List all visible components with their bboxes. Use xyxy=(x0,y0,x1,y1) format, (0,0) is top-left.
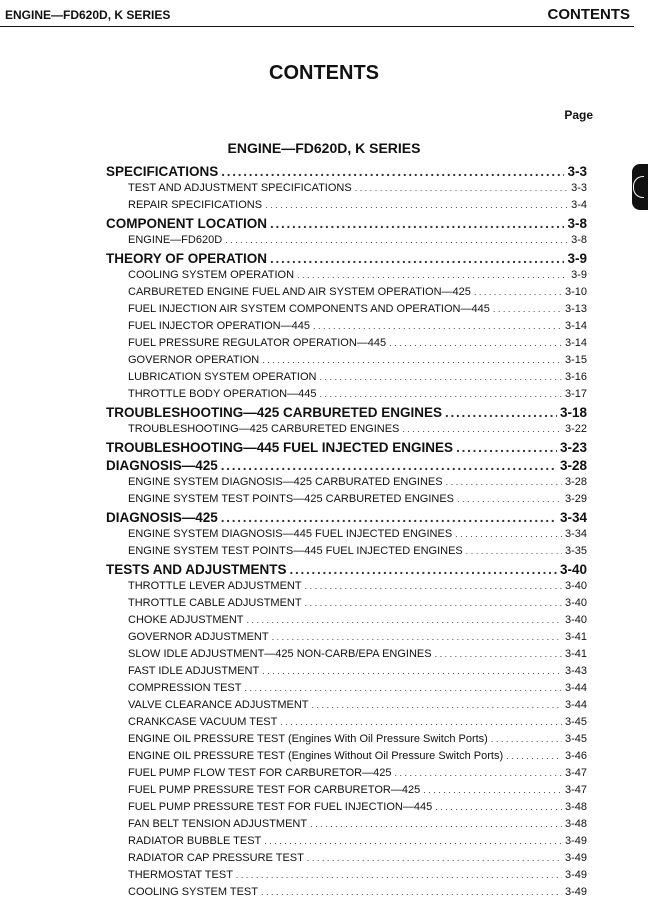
toc-entry-title: THROTTLE CABLE ADJUSTMENT xyxy=(128,597,302,609)
toc-entry-title: COOLING SYSTEM OPERATION xyxy=(128,269,295,281)
toc-entry[interactable] xyxy=(106,526,587,543)
section-title: ENGINE—FD620D, K SERIES xyxy=(227,140,421,156)
dot-leader xyxy=(435,646,562,663)
toc-entry[interactable] xyxy=(106,884,587,901)
toc-entry[interactable] xyxy=(106,612,587,629)
section-tab-icon xyxy=(633,176,644,198)
toc-entry[interactable] xyxy=(106,799,587,816)
page-title: CONTENTS xyxy=(269,62,379,84)
table-of-contents xyxy=(106,162,587,901)
toc-entry-title: DIAGNOSIS—425 xyxy=(106,509,218,525)
toc-entry-page: 3-16 xyxy=(564,371,587,383)
dot-leader xyxy=(236,867,562,884)
dot-leader xyxy=(221,457,557,475)
toc-entry-page: 3-22 xyxy=(564,423,587,435)
toc-entry-page: 3-8 xyxy=(571,234,587,246)
toc-entry-page: 3-15 xyxy=(564,354,587,366)
dot-leader xyxy=(272,629,562,646)
dot-leader xyxy=(225,232,568,249)
toc-entry-page: 3-49 xyxy=(564,869,587,881)
dot-leader xyxy=(297,267,568,284)
toc-entry-page: 3-48 xyxy=(564,801,587,813)
toc-entry[interactable] xyxy=(106,595,587,612)
toc-entry[interactable] xyxy=(106,369,587,386)
dot-leader xyxy=(280,714,562,731)
toc-entry-major[interactable] xyxy=(106,439,587,457)
toc-entry-title: SPECIFICATIONS xyxy=(106,163,219,179)
toc-entry-title: ENGINE OIL PRESSURE TEST (Engines Without Oil Pressure Switch Ports) xyxy=(128,750,504,762)
toc-entry-title: COMPRESSION TEST xyxy=(128,682,242,694)
header-rule xyxy=(0,26,634,27)
toc-entry-page: 3-14 xyxy=(564,337,587,349)
toc-entry-major[interactable] xyxy=(106,163,587,181)
toc-entry-title: FUEL PUMP PRESSURE TEST FOR CARBURETOR—425 xyxy=(128,784,421,796)
dot-leader xyxy=(270,215,564,233)
toc-entry[interactable] xyxy=(106,421,587,438)
dot-leader xyxy=(491,731,562,748)
toc-entry-title: FUEL INJECTOR OPERATION—445 xyxy=(128,320,310,332)
toc-entry-title: RADIATOR CAP PRESSURE TEST xyxy=(128,852,304,864)
toc-entry-title: REPAIR SPECIFICATIONS xyxy=(128,199,263,211)
toc-entry[interactable] xyxy=(106,386,587,403)
toc-entry-title: CHOKE ADJUSTMENT xyxy=(128,614,244,626)
toc-entry-page: 3-45 xyxy=(564,716,587,728)
dot-leader xyxy=(244,680,561,697)
toc-entry-page: 3-40 xyxy=(559,561,587,577)
dot-leader xyxy=(307,850,562,867)
toc-entry-title: TESTS AND ADJUSTMENTS xyxy=(106,561,287,577)
toc-entry-page: 3-40 xyxy=(564,580,587,592)
toc-entry-page: 3-49 xyxy=(564,835,587,847)
toc-entry-title: FUEL PRESSURE REGULATOR OPERATION—445 xyxy=(128,337,387,349)
toc-entry-title: ENGINE SYSTEM DIAGNOSIS—425 CARBURATED ENGINES xyxy=(128,476,443,488)
toc-entry-title: LUBRICATION SYSTEM OPERATION xyxy=(128,371,317,383)
toc-entry-title: FUEL INJECTION AIR SYSTEM COMPONENTS AND OPERATION—445 xyxy=(128,303,490,315)
toc-entry-title: ENGINE OIL PRESSURE TEST (Engines With Oil Pressure Switch Ports) xyxy=(128,733,488,745)
toc-entry[interactable] xyxy=(106,267,587,284)
toc-entry-title: TROUBLESHOOTING—425 CARBURETED ENGINES xyxy=(128,423,400,435)
toc-entry-page: 3-48 xyxy=(564,818,587,830)
dot-leader xyxy=(305,578,562,595)
toc-entry[interactable] xyxy=(106,782,587,799)
toc-entry[interactable] xyxy=(106,646,587,663)
toc-entry-title: DIAGNOSIS—425 xyxy=(106,457,218,473)
page-column-label: Page xyxy=(564,108,593,122)
toc-entry-page: 3-49 xyxy=(564,886,587,898)
dot-leader xyxy=(305,595,562,612)
toc-entry-title: FUEL PUMP PRESSURE TEST FOR FUEL INJECTION—445 xyxy=(128,801,433,813)
toc-entry-title: ENGINE SYSTEM DIAGNOSIS—445 FUEL INJECTED ENGINES xyxy=(128,528,453,540)
dot-leader xyxy=(319,369,562,386)
toc-entry-title: TROUBLESHOOTING—445 FUEL INJECTED ENGINES xyxy=(106,439,454,455)
toc-entry-page: 3-8 xyxy=(567,215,587,231)
toc-entry-page: 3-49 xyxy=(564,852,587,864)
toc-entry[interactable] xyxy=(106,816,587,833)
toc-entry-page: 3-41 xyxy=(564,648,587,660)
toc-entry-page: 3-13 xyxy=(564,303,587,315)
toc-entry[interactable] xyxy=(106,731,587,748)
toc-entry[interactable] xyxy=(106,180,587,197)
toc-entry-major[interactable] xyxy=(106,509,587,527)
toc-entry-page: 3-41 xyxy=(564,631,587,643)
toc-entry-title: COMPONENT LOCATION xyxy=(106,215,267,231)
dot-leader xyxy=(265,197,568,214)
toc-entry-major[interactable] xyxy=(106,457,587,475)
toc-entry[interactable] xyxy=(106,352,587,369)
toc-entry-page: 3-23 xyxy=(559,439,587,455)
toc-entry[interactable] xyxy=(106,543,587,560)
dot-leader xyxy=(262,663,562,680)
toc-entry-major[interactable] xyxy=(106,561,587,579)
toc-entry-page: 3-9 xyxy=(567,250,587,266)
toc-entry-page: 3-29 xyxy=(564,493,587,505)
toc-entry-title: THROTTLE BODY OPERATION—445 xyxy=(128,388,317,400)
dot-leader xyxy=(221,509,557,527)
toc-entry[interactable] xyxy=(106,697,587,714)
toc-entry[interactable] xyxy=(106,335,587,352)
dot-leader xyxy=(247,612,562,629)
running-header-left: ENGINE—FD620D, K SERIES xyxy=(5,8,171,22)
toc-entry[interactable] xyxy=(106,833,587,850)
toc-entry-title: ENGINE—FD620D xyxy=(128,234,223,246)
toc-entry-page: 3-40 xyxy=(564,597,587,609)
toc-entry-page: 3-34 xyxy=(559,509,587,525)
toc-entry-page: 3-10 xyxy=(564,286,587,298)
toc-entry-title: FAST IDLE ADJUSTMENT xyxy=(128,665,260,677)
dot-leader xyxy=(446,474,562,491)
toc-entry[interactable] xyxy=(106,474,587,491)
toc-entry-page: 3-43 xyxy=(564,665,587,677)
toc-entry-page: 3-46 xyxy=(564,750,587,762)
toc-entry-title: GOVERNOR OPERATION xyxy=(128,354,260,366)
toc-entry-title: TROUBLESHOOTING—425 CARBURETED ENGINES xyxy=(106,404,443,420)
dot-leader xyxy=(456,439,557,457)
toc-entry[interactable] xyxy=(106,284,587,301)
toc-entry[interactable] xyxy=(106,748,587,765)
toc-entry-page: 3-47 xyxy=(564,767,587,779)
toc-entry[interactable] xyxy=(106,578,587,595)
dot-leader xyxy=(221,163,564,181)
toc-entry[interactable] xyxy=(106,867,587,884)
dot-leader xyxy=(310,816,562,833)
toc-entry-title: ENGINE SYSTEM TEST POINTS—445 FUEL INJECTED ENGINES xyxy=(128,545,463,557)
toc-entry-title: ENGINE SYSTEM TEST POINTS—425 CARBURETED ENGINES xyxy=(128,493,454,505)
toc-entry-title: COOLING SYSTEM TEST xyxy=(128,886,258,898)
dot-leader xyxy=(445,404,557,422)
dot-leader xyxy=(264,833,562,850)
dot-leader xyxy=(394,765,562,782)
dot-leader xyxy=(402,421,562,438)
toc-entry-title: VALVE CLEARANCE ADJUSTMENT xyxy=(128,699,309,711)
toc-entry-page: 3-44 xyxy=(564,699,587,711)
dot-leader xyxy=(355,180,568,197)
toc-entry-page: 3-47 xyxy=(564,784,587,796)
dot-leader xyxy=(319,386,562,403)
toc-entry-page: 3-3 xyxy=(567,163,587,179)
dot-leader xyxy=(455,526,562,543)
toc-entry-page: 3-17 xyxy=(564,388,587,400)
toc-entry-page: 3-28 xyxy=(564,476,587,488)
toc-entry-major[interactable] xyxy=(106,215,587,233)
dot-leader xyxy=(312,697,562,714)
toc-entry-page: 3-40 xyxy=(564,614,587,626)
toc-entry-page: 3-34 xyxy=(564,528,587,540)
toc-entry[interactable] xyxy=(106,318,587,335)
toc-entry-title: THEORY OF OPERATION xyxy=(106,250,268,266)
toc-entry[interactable] xyxy=(106,663,587,680)
toc-entry[interactable] xyxy=(106,301,587,318)
toc-entry-title: GOVERNOR ADJUSTMENT xyxy=(128,631,269,643)
toc-entry[interactable] xyxy=(106,714,587,731)
toc-entry-page: 3-35 xyxy=(564,545,587,557)
toc-entry-title: FUEL PUMP FLOW TEST FOR CARBURETOR—425 xyxy=(128,767,392,779)
toc-entry-title: RADIATOR BUBBLE TEST xyxy=(128,835,262,847)
toc-entry[interactable] xyxy=(106,197,587,214)
dot-leader xyxy=(290,561,557,579)
dot-leader xyxy=(423,782,562,799)
dot-leader xyxy=(389,335,562,352)
toc-entry-title: TEST AND ADJUSTMENT SPECIFICATIONS xyxy=(128,182,352,194)
toc-entry-page: 3-9 xyxy=(571,269,587,281)
dot-leader xyxy=(457,491,562,508)
toc-entry-title: SLOW IDLE ADJUSTMENT—425 NON-CARB/EPA ENGINES xyxy=(128,648,432,660)
toc-entry-title: CRANKCASE VACUUM TEST xyxy=(128,716,278,728)
toc-entry[interactable] xyxy=(106,850,587,867)
toc-entry-page: 3-28 xyxy=(559,457,587,473)
dot-leader xyxy=(313,318,562,335)
toc-entry-title: THROTTLE LEVER ADJUSTMENT xyxy=(128,580,302,592)
toc-entry-page: 3-3 xyxy=(571,182,587,194)
dot-leader xyxy=(261,884,562,901)
toc-entry-page: 3-44 xyxy=(564,682,587,694)
dot-leader xyxy=(466,543,562,560)
running-header-right: CONTENTS xyxy=(547,6,630,23)
toc-entry-major[interactable] xyxy=(106,250,587,268)
dot-leader xyxy=(270,250,564,268)
toc-entry-title: CARBURETED ENGINE FUEL AND AIR SYSTEM OPERATION—425 xyxy=(128,286,471,298)
toc-entry-major[interactable] xyxy=(106,404,587,422)
toc-entry-page: 3-4 xyxy=(571,199,587,211)
toc-entry-page: 3-45 xyxy=(564,733,587,745)
dot-leader xyxy=(474,284,562,301)
toc-entry[interactable] xyxy=(106,629,587,646)
toc-entry-title: FAN BELT TENSION ADJUSTMENT xyxy=(128,818,308,830)
toc-entry[interactable] xyxy=(106,765,587,782)
toc-entry-page: 3-18 xyxy=(559,404,587,420)
dot-leader xyxy=(262,352,562,369)
toc-entry-page: 3-14 xyxy=(564,320,587,332)
dot-leader xyxy=(435,799,562,816)
dot-leader xyxy=(506,748,562,765)
toc-entry-title: THERMOSTAT TEST xyxy=(128,869,233,881)
toc-entry[interactable] xyxy=(106,232,587,249)
toc-entry[interactable] xyxy=(106,680,587,697)
toc-entry[interactable] xyxy=(106,491,587,508)
dot-leader xyxy=(493,301,562,318)
